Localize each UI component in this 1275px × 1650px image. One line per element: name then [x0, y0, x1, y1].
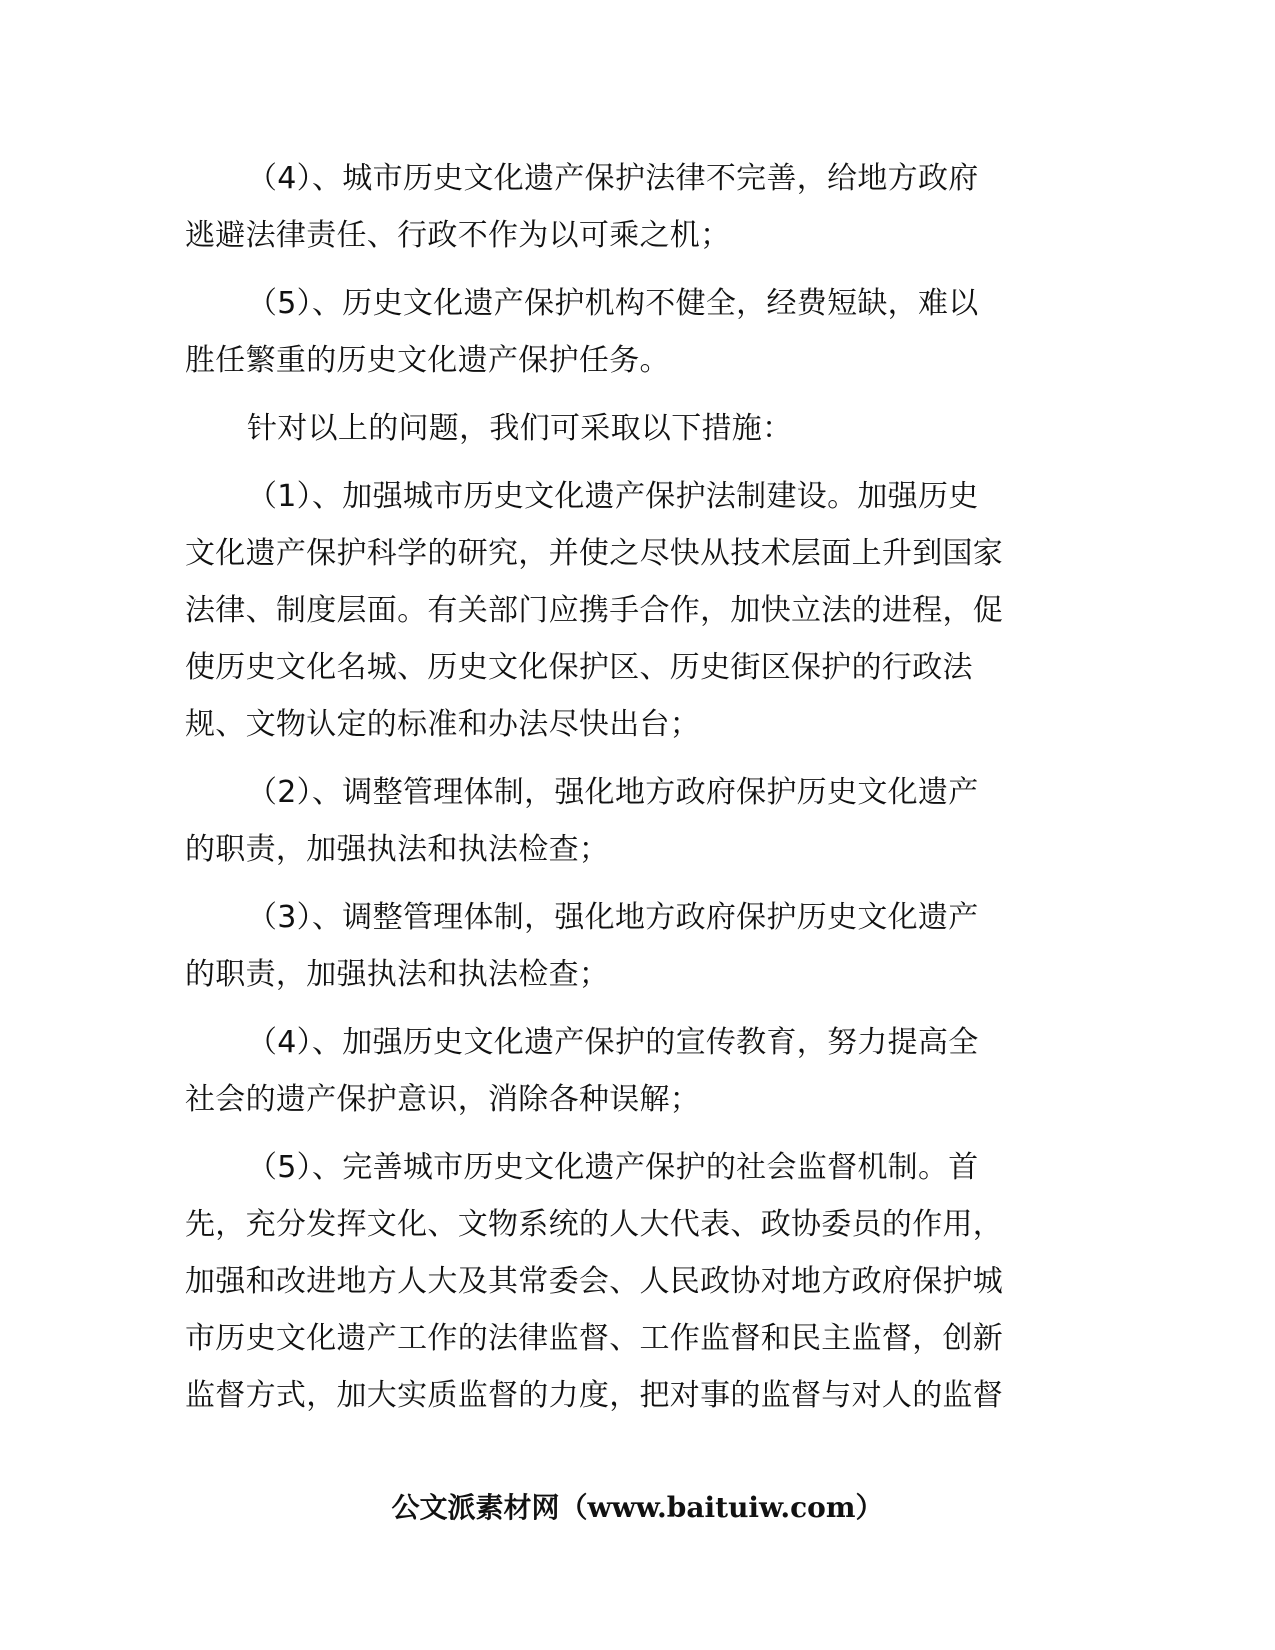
document-body [185, 150, 1085, 1435]
paragraph-line: （4）、加强历史文化遗产保护的宣传教育，努力提高全 [247, 1025, 979, 1060]
paragraph-line: 胜任繁重的历史文化遗产保护任务。 [185, 343, 670, 378]
paragraph [185, 764, 1085, 878]
paragraph [185, 150, 1085, 264]
paragraph-line: （3）、调整管理体制，强化地方政府保护历史文化遗产 [247, 900, 979, 935]
paragraph-line: 文化遗产保护科学的研究，并使之尽快从技术层面上升到国家 [185, 536, 1004, 571]
paragraph-line: （4）、城市历史文化遗产保护法律不完善，给地方政府 [247, 161, 979, 196]
paragraph-line: 规、文物认定的标准和办法尽快出台； [185, 707, 701, 742]
paragraph-line: 的职责，加强执法和执法检查； [185, 832, 610, 867]
paragraph-line: 先，充分发挥文化、文物系统的人大代表、政协委员的作用， [185, 1207, 1004, 1242]
paragraph [185, 468, 1085, 753]
paragraph [185, 889, 1085, 1003]
paragraph [185, 400, 1085, 457]
paragraph-line: 加强和改进地方人大及其常委会、人民政协对地方政府保护城 [185, 1264, 1004, 1299]
paragraph-line: 的职责，加强执法和执法检查； [185, 957, 610, 992]
paragraph-line: 社会的遗产保护意识，消除各种误解； [185, 1082, 701, 1117]
paragraph-line: 法律、制度层面。有关部门应携手合作，加快立法的进程，促 [185, 593, 1004, 628]
paragraph [185, 1014, 1085, 1128]
page-footer: 公文派素材网（www.baituiw.com） [391, 1491, 884, 1524]
paragraph [185, 275, 1085, 389]
paragraph-line: （1）、加强城市历史文化遗产保护法制建设。加强历史 [247, 479, 979, 514]
paragraph-line: （5）、完善城市历史文化遗产保护的社会监督机制。首 [247, 1150, 979, 1185]
paragraph-line: （2）、调整管理体制，强化地方政府保护历史文化遗产 [247, 775, 979, 810]
paragraph-line: 针对以上的问题，我们可采取以下措施： [247, 411, 793, 446]
paragraph-line: 监督方式，加大实质监督的力度，把对事的监督与对人的监督 [185, 1378, 1004, 1413]
paragraph-line: 使历史文化名城、历史文化保护区、历史街区保护的行政法 [185, 650, 973, 685]
paragraph-line: （5）、历史文化遗产保护机构不健全，经费短缺，难以 [247, 286, 979, 321]
paragraph-line: 逃避法律责任、行政不作为以可乘之机； [185, 218, 731, 253]
paragraph [185, 1139, 1085, 1424]
paragraph-line: 市历史文化遗产工作的法律监督、工作监督和民主监督，创新 [185, 1321, 1004, 1356]
